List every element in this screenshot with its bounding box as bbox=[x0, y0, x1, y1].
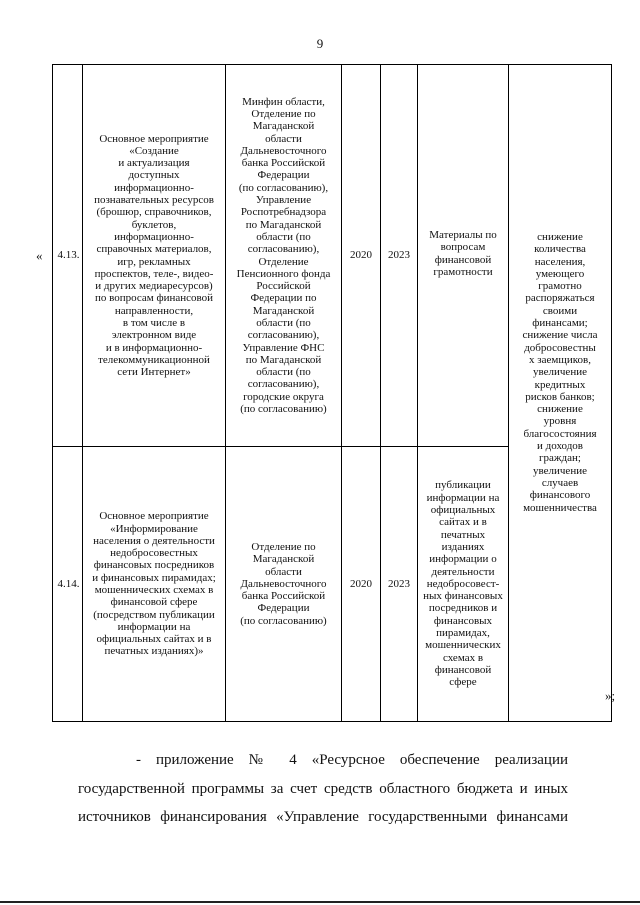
activity-name-cell bbox=[83, 65, 226, 447]
paragraph-line: государственной программы за счет средств областного бюджета и иных bbox=[78, 780, 568, 797]
start-year-cell: 2020 bbox=[342, 447, 381, 722]
page-bottom-edge bbox=[0, 901, 640, 903]
expected-result: публикации информации на официальных сайтах и в печатных изданиях информации о деятельности недобросовест- ных финансовых посредников и финансовых пирамидах, мошеннических схемах в финансовой сфере bbox=[423, 479, 503, 689]
table-row bbox=[53, 65, 612, 447]
executors: Отделение по Магаданской области Дальневосточного банка Российской Федерации (по согласованию) bbox=[240, 540, 327, 627]
activity-name: Основное мероприятие «Информирование населения о деятельности недобросовестных финансовых посредников и финансовых пирамидах; мошеннических схемах в финансовой сфере (посредством публикации информации на официальных сайтах и в печатных изданиях)» bbox=[92, 510, 216, 658]
end-year-cell: 2023 bbox=[381, 447, 418, 722]
result-cell bbox=[418, 447, 509, 722]
row-number: 4.13. bbox=[53, 65, 83, 447]
indicator-cell bbox=[509, 65, 612, 722]
row-number: 4.14. bbox=[53, 447, 83, 722]
activity-name: Основное мероприятие «Создание и актуализация доступных информационно- познавательных ресурсов (брошюр, справочников, буклетов, информационно- справочных материалов, игр, рекламных проспектов, теле-, видео- и других медиаресурсов) по вопросам финансовой направленности, в том числе в электронном виде и в информационно- телекоммуникационной сети Интернет» bbox=[94, 132, 214, 379]
risk-indicators: снижение количества населения, умеющего грамотно распоряжаться своими финансами; снижение числа добросовестны х заемщиков, увеличение кредитных рисков банков; снижение уровня благосостояния и доходов граждан; увеличение случаев финансового мошенничества bbox=[522, 231, 598, 514]
page-number: 9 bbox=[316, 36, 324, 51]
amendment-paragraph bbox=[78, 746, 568, 832]
paragraph-line: источников финансирования «Управление государственными финансами bbox=[78, 809, 568, 825]
expected-result: Материалы по вопросам финансовой грамотности bbox=[429, 229, 497, 278]
result-cell bbox=[418, 65, 509, 447]
executor-cell bbox=[226, 65, 342, 447]
activities-table bbox=[52, 64, 612, 722]
closing-quote-mark: »; bbox=[605, 688, 616, 703]
activity-name-cell bbox=[83, 447, 226, 722]
end-year-cell: 2023 bbox=[381, 65, 418, 447]
executors: Минфин области, Отделение по Магаданской области Дальневосточного банка Российской Федерации (по согласованию), Управление Роспотребнадзора по Магаданской области (по согласованию), Отделение Пенсионного фонда Российской Федерации по Магаданской области (по согласованию), Управление ФНС по Магаданской области (по согласованию), городские округа (по согласованию) bbox=[236, 95, 331, 416]
executor-cell bbox=[226, 447, 342, 722]
paragraph-line: - приложение № 4 «Ресурсное обеспечение реализации bbox=[136, 752, 568, 768]
opening-quote-mark: « bbox=[36, 248, 43, 263]
start-year-cell: 2020 bbox=[342, 65, 381, 447]
